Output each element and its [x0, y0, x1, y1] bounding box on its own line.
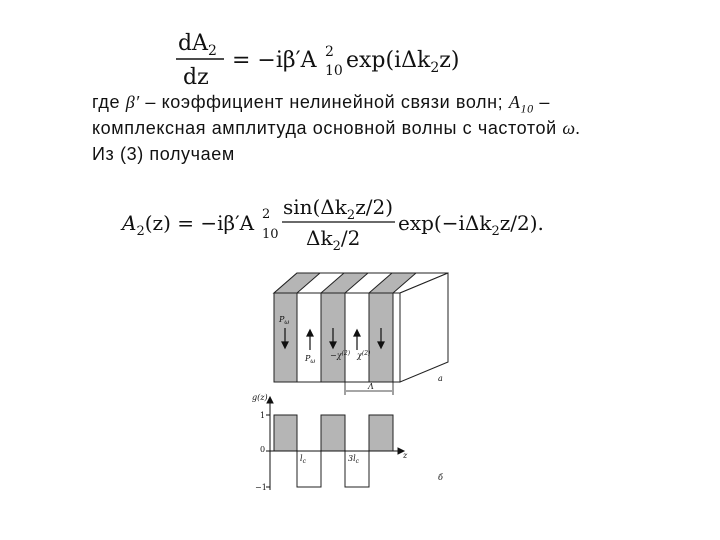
- label-chi-pos: $\chi^{(2)}$: [357, 350, 371, 360]
- label-3lc: $3l_c$: [348, 454, 360, 465]
- g-pos-segment-1: [274, 415, 297, 451]
- eq1-sup: 2: [325, 44, 334, 60]
- eq2-frac-num: $\sin(\Delta k_2z/2)$: [283, 195, 393, 223]
- x-axis-label: z: [403, 451, 408, 460]
- eq1-tail: exp(iΔk$_2$z): [346, 48, 460, 76]
- y-tick-label-neg1: −1: [255, 483, 267, 492]
- text-line-3: Из (3) получаем: [92, 144, 235, 164]
- label-p-left: $P_\omega$: [279, 315, 290, 326]
- eq2-tail: exp(−iΔk$_2$z/2).: [398, 211, 544, 239]
- eq2-lhs: $A_2(z) = -i\beta'A$: [122, 211, 255, 239]
- y-tick-label-0: 0: [260, 445, 266, 454]
- label-lc: $l_c$: [300, 454, 306, 465]
- eq1-numerator: $dA_2$: [178, 31, 217, 59]
- eq1-sub: 10: [325, 63, 343, 79]
- eq1-denominator: dz: [183, 65, 209, 90]
- text-line-2: комплексная амплитуда основной волны с частотой ω.: [92, 118, 581, 138]
- panel-label-a: а: [438, 374, 443, 383]
- text-line-1: где β′ – коэффициент нелинейной связи волн; $A_{10}$ –: [92, 92, 550, 116]
- label-lambda: Λ: [368, 382, 374, 391]
- label-chi-neg: $-\chi^{(2)}$: [330, 350, 351, 360]
- y-axis-arrow: [267, 397, 273, 403]
- eq2-frac-den: $\Delta k_2/2$: [306, 226, 361, 254]
- y-tick-label-1: 1: [260, 411, 266, 420]
- g-pos-segment-2: [321, 415, 345, 451]
- y-axis-label: g(z): [252, 393, 268, 402]
- panel-label-b: б: [438, 473, 443, 482]
- eq2-sub: 10: [262, 227, 279, 242]
- g-pos-segment-3: [369, 415, 393, 451]
- eq1-rhs: = −iβ′A: [232, 48, 317, 73]
- label-p-mid: $P_\omega$: [305, 354, 316, 365]
- eq2-sup: 2: [262, 207, 271, 222]
